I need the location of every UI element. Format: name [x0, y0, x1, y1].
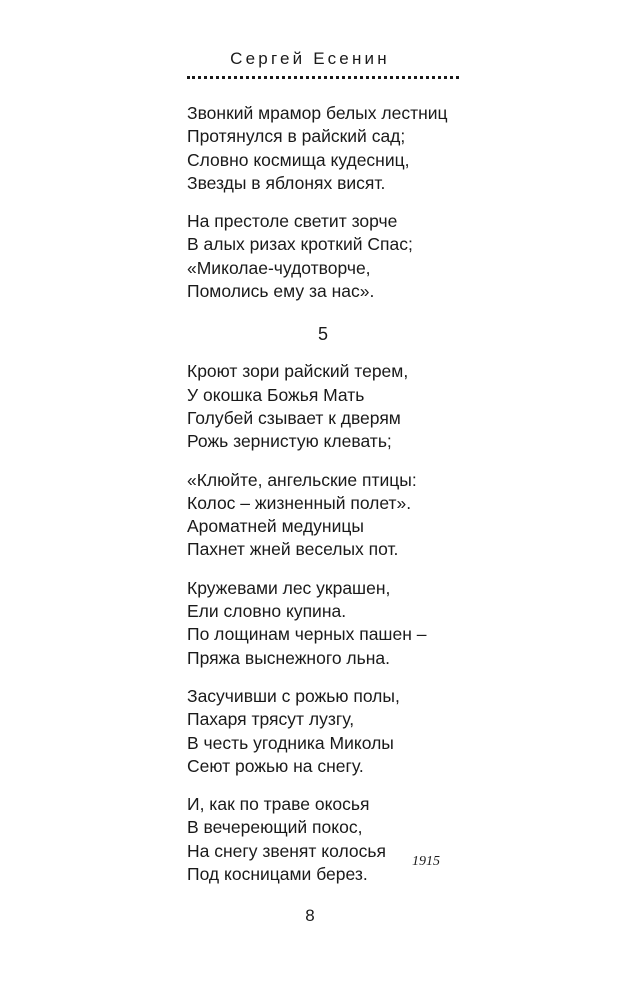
stanza-gap [187, 454, 487, 469]
verse-line: На престоле светит зорче [187, 211, 398, 232]
verse-line: Словно космища кудесниц, [187, 149, 410, 170]
verse-line: Голубей сзывает к дверям [187, 407, 401, 428]
stanza [187, 577, 487, 670]
verse-line: В честь угодника Миколы [187, 732, 394, 753]
verse-line: У окошка Божья Мать [187, 384, 365, 405]
verse-line: В вечереющий покос, [187, 817, 363, 838]
verse-line: На снегу звенят колосья [187, 840, 386, 861]
verse-line: Сеют рожью на снегу. [187, 755, 364, 776]
verse-line: Пахаря трясут лузгу, [187, 709, 355, 730]
verse-line: Ароматней медуницы [187, 516, 364, 537]
verse-line: Звонкий мрамор белых лестниц [187, 103, 448, 123]
stanza-gap [187, 670, 487, 685]
verse-line: Кроют зори райский терем, [187, 361, 409, 382]
stanza-gap [187, 195, 487, 210]
running-head: Сергей Есенин [230, 49, 390, 68]
stanzas-before [187, 102, 487, 303]
page-number: 8 [305, 906, 315, 925]
verse-line: Кружевами лес украшен, [187, 577, 391, 598]
verse-line: Протянулся в райский сад; [187, 126, 406, 147]
stanza-gap [187, 562, 487, 577]
verse-line: Засучивши с рожью полы, [187, 685, 400, 706]
verse-line: «Клюйте, ангельские птицы: [187, 469, 417, 490]
verse-line: По лощинам черных пашен – [187, 624, 427, 645]
verse-line: Рожь зернистую клевать; [187, 431, 392, 452]
verse-line: Ели словно купина. [187, 601, 347, 622]
poem-date: 1915 [412, 854, 440, 869]
verse-line: «Миколае-чудотворче, [187, 257, 371, 278]
verse-line: Под косницами берез. [187, 864, 368, 885]
verse-line: Колос – жизненный полет». [187, 492, 412, 513]
poem-body [187, 102, 487, 886]
verse-line: Пахнет жней веселых пот. [187, 539, 399, 560]
verse-line: Звезды в яблонях висят. [187, 172, 386, 193]
stanza [187, 685, 487, 778]
dotted-rule [187, 76, 459, 79]
verse-line: Помолись ему за нас». [187, 281, 375, 302]
section-number: 5 [317, 324, 328, 345]
stanza [187, 210, 487, 303]
stanza [187, 793, 487, 886]
stanza-gap [187, 778, 487, 793]
stanzas-after [187, 360, 487, 886]
verse-line: И, как по траве окосья [187, 794, 370, 815]
stanza [187, 102, 487, 195]
verse-line: В алых ризах кроткий Спас; [187, 234, 413, 255]
stanza [187, 360, 487, 453]
stanza [187, 469, 487, 562]
verse-line: Пряжа выснежного льна. [187, 647, 391, 668]
